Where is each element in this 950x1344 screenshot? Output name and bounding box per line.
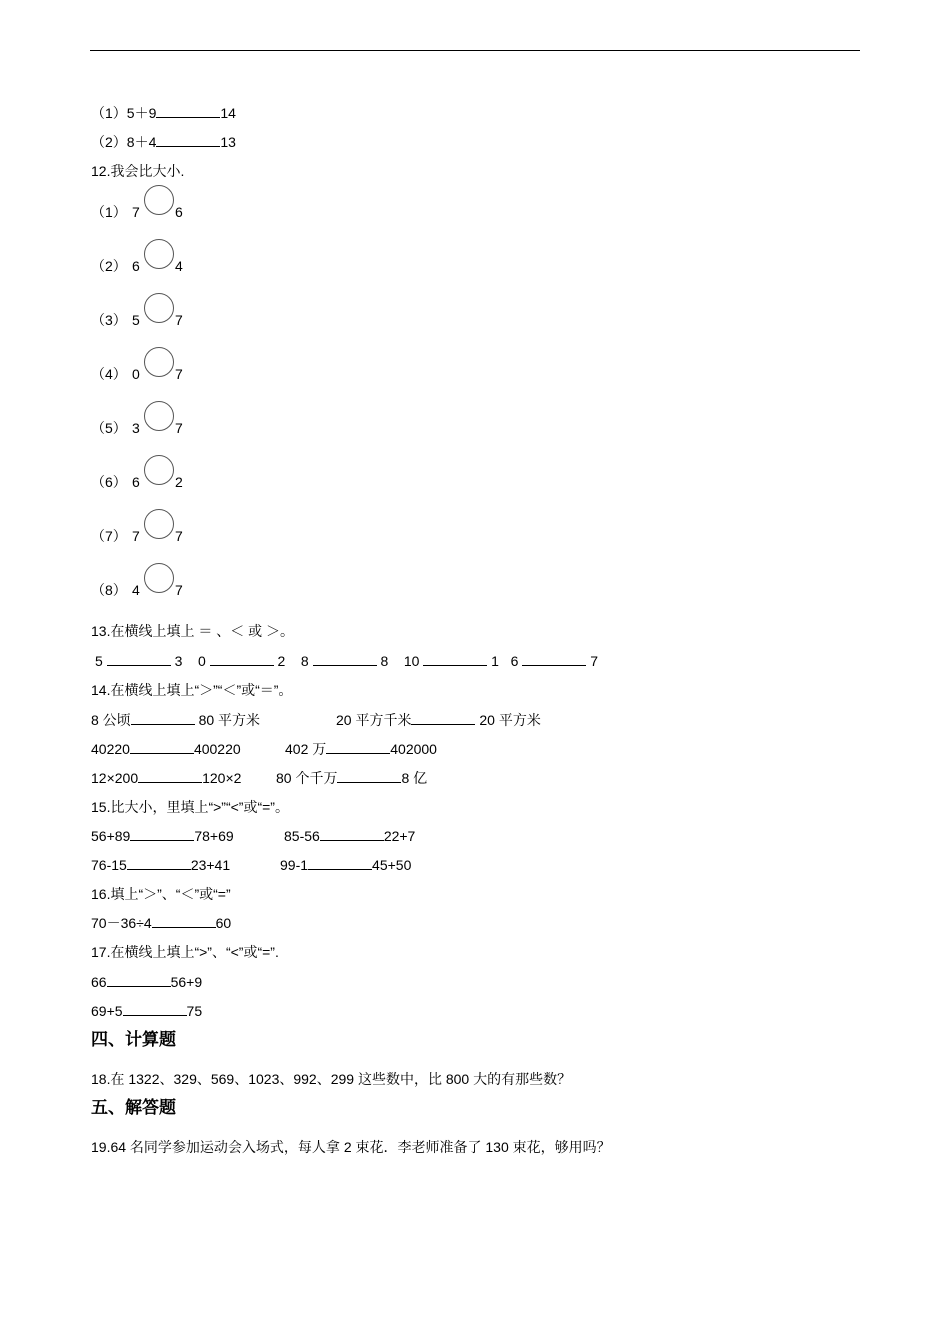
q12-title: 12.我会比大小. (91, 163, 185, 179)
answer-blank[interactable] (130, 827, 194, 841)
item-expression: 5＋9 (126, 105, 157, 121)
compare-circle[interactable] (144, 509, 174, 539)
expr-right: 56+9 (170, 974, 203, 990)
pair-left: 10 (403, 653, 420, 669)
row-index: （6） (91, 474, 127, 490)
expr-left: 85-56 (284, 828, 320, 844)
q18-text: 18.在 1322、329、569、1023、992、299 这些数中，比 800 大的有那些数？ (91, 1071, 572, 1087)
pair-left: 5 (95, 653, 103, 669)
expr-left: 76-15 (91, 857, 127, 873)
expr-left: 402 万 (285, 741, 327, 757)
section-4-heading: 四、计算题 (91, 1030, 176, 1049)
right-number: 7 (175, 420, 183, 436)
pair-right: 8 (380, 653, 389, 669)
q15-row-1b (284, 827, 415, 845)
expr-right: 78+69 (194, 828, 234, 844)
left-number: 6 (132, 474, 140, 490)
answer-blank[interactable] (326, 740, 390, 754)
item-index: （2） (91, 134, 127, 150)
section-5-heading: 五、解答题 (91, 1098, 176, 1117)
q13-pairs (95, 652, 598, 670)
expr-left: 8 公顷 (91, 712, 131, 728)
answer-blank[interactable] (156, 133, 220, 147)
left-number: 6 (132, 258, 140, 274)
pair-right: 3 (174, 653, 183, 669)
item-expression: 8＋4 (126, 134, 157, 150)
row-index: （7） (91, 528, 127, 544)
expr-left: 56+89 (91, 828, 131, 844)
right-number: 7 (175, 582, 183, 598)
q14-row-1b (336, 711, 541, 729)
right-number: 7 (175, 312, 183, 328)
expr-left: 80 个千万 (276, 770, 338, 786)
pair-left: 0 (197, 653, 206, 669)
expr-right: 20 平方米 (475, 712, 541, 728)
expr-right: 402000 (390, 741, 437, 757)
expr-right: 75 (186, 1003, 203, 1019)
answer-blank[interactable] (308, 856, 372, 870)
compare-circle[interactable] (144, 563, 174, 593)
q14-row-1a (91, 711, 260, 729)
expr-right: 23+41 (190, 857, 231, 873)
q13-title: 13.在横线上填上 ＝ 、＜ 或 ＞。 (91, 623, 295, 639)
expr-left: 20 平方千米 (336, 712, 412, 728)
answer-blank[interactable] (130, 740, 194, 754)
item-rhs: 13 (220, 134, 236, 150)
right-number: 2 (175, 474, 183, 490)
row-index: （8） (91, 582, 127, 598)
left-number: 5 (132, 312, 140, 328)
compare-circle[interactable] (144, 185, 174, 215)
answer-blank[interactable] (152, 914, 216, 928)
left-number: 7 (132, 528, 140, 544)
answer-blank[interactable] (320, 827, 384, 841)
compare-circle[interactable] (144, 293, 174, 323)
left-number: 0 (132, 366, 140, 382)
item-rhs: 14 (220, 105, 236, 121)
expr-right: 45+50 (372, 857, 412, 873)
q14-row-2a (91, 740, 241, 758)
q14-row-2b (285, 740, 437, 758)
row-index: （1） (91, 204, 127, 220)
pair-left: 6 (510, 653, 519, 669)
q14-row-3a (91, 769, 241, 787)
answer-blank[interactable] (131, 711, 195, 725)
expr-left: 70－36÷4 (91, 915, 152, 931)
expr-left: 40220 (91, 741, 130, 757)
right-number: 6 (175, 204, 183, 220)
compare-circle[interactable] (144, 401, 174, 431)
expr-right: 120×2 (202, 770, 242, 786)
expr-right: 22+7 (383, 828, 416, 844)
header-rule (90, 50, 860, 51)
right-number: 7 (175, 528, 183, 544)
answer-blank[interactable] (138, 769, 202, 783)
expr-left: 12×200 (91, 770, 139, 786)
expr-right: 60 (215, 915, 232, 931)
q14-row-3b (276, 769, 427, 787)
expr-left: 99-1 (280, 857, 309, 873)
row-index: （2） (91, 258, 127, 274)
answer-blank[interactable] (107, 973, 171, 987)
right-number: 7 (175, 366, 183, 382)
left-number: 3 (132, 420, 140, 436)
q14-title: 14.在横线上填上“＞”“＜”或“＝”。 (91, 682, 293, 698)
q16-title: 16.填上“＞”、“＜”或“=” (91, 886, 231, 902)
pair-right: 2 (277, 653, 286, 669)
answer-blank[interactable] (522, 652, 586, 666)
item-index: （1） (91, 105, 127, 121)
answer-blank[interactable] (411, 711, 475, 725)
right-number: 4 (175, 258, 183, 274)
q15-row-2b (280, 856, 411, 874)
q15-row-1a (91, 827, 234, 845)
answer-blank[interactable] (313, 652, 377, 666)
q16-row (91, 914, 231, 932)
pair-right: 7 (590, 653, 599, 669)
answer-blank[interactable] (210, 652, 274, 666)
q17-title: 17.在横线上填上“>”、“<”或“=”. (91, 944, 279, 960)
compare-circle[interactable] (144, 347, 174, 377)
q17-row-1 (91, 973, 202, 991)
q15-row-2a (91, 856, 230, 874)
q11-item-2 (91, 133, 236, 151)
expr-left: 69+5 (91, 1003, 123, 1019)
expr-right: 8 亿 (401, 770, 428, 786)
left-number: 4 (132, 582, 140, 598)
q15-title: 15.比大小，里填上“>”“<”或“=”。 (91, 799, 289, 815)
row-index: （4） (91, 366, 127, 382)
q17-row-2 (91, 1002, 202, 1020)
expr-right: 400220 (193, 741, 241, 757)
answer-blank[interactable] (123, 1002, 187, 1016)
answer-blank[interactable] (423, 652, 487, 666)
expr-right: 80 平方米 (194, 712, 261, 728)
compare-circle[interactable] (144, 239, 174, 269)
answer-blank[interactable] (337, 769, 401, 783)
row-index: （5） (91, 420, 127, 436)
compare-circle[interactable] (144, 455, 174, 485)
answer-blank[interactable] (127, 856, 191, 870)
answer-blank[interactable] (107, 652, 171, 666)
row-index: （3） (91, 312, 127, 328)
answer-blank[interactable] (156, 104, 220, 118)
left-number: 7 (132, 204, 140, 220)
pair-left: 8 (300, 653, 309, 669)
q19-text: 19.64 名同学参加运动会入场式，每人拿 2 束花．李老师准备了 130 束花，够用吗？ (91, 1139, 611, 1155)
q11-item-1 (91, 104, 236, 122)
pair-right: 1 (491, 653, 499, 669)
expr-left: 66 (91, 974, 107, 990)
